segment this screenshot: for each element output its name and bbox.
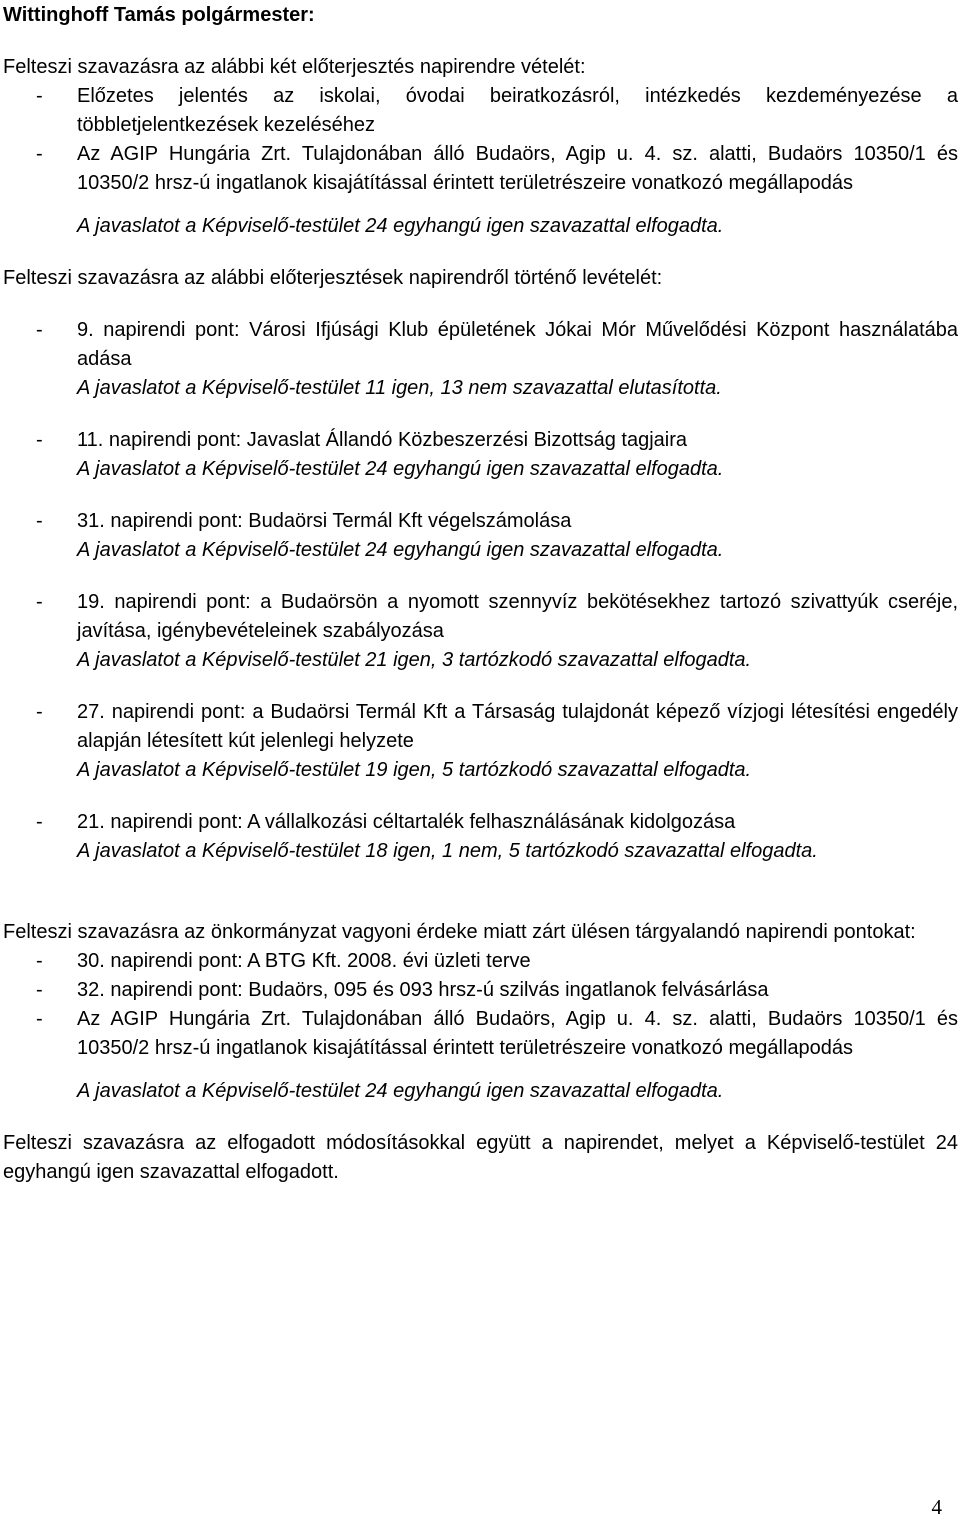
list-item-text: 9. napirendi pont: Városi Ifjúsági Klub épületének Jókai Mór Művelődési Központ használatába adása (77, 319, 958, 370)
closing-paragraph: Felteszi szavazásra az elfogadott módosításokkal együtt a napirendet, melyet a Képviselő-testület 24 egyhangú igen szavazattal elfogadott. (3, 1132, 958, 1183)
section1-intro: Felteszi szavazásra az alábbi két előterjesztés napirendre vételét: (3, 56, 586, 78)
vote-result: A javaslatot a Képviselő-testület 24 egyhangú igen szavazattal elfogadta. (77, 1080, 724, 1102)
list-item (3, 947, 958, 976)
list-item-body (77, 82, 958, 140)
list-item-body (77, 808, 958, 866)
list-item (3, 1005, 958, 1063)
list-item (3, 976, 958, 1005)
list-item (3, 140, 958, 198)
list-dash: - (36, 950, 43, 972)
list-item-body (77, 426, 958, 484)
spacer (3, 1106, 958, 1129)
vote-result: A javaslatot a Képviselő-testület 24 egyhangú igen szavazattal elfogadta. (77, 215, 724, 237)
list-item-text: 32. napirendi pont: Budaörs, 095 és 093 hrsz-ú szilvás ingatlanok felvásárlása (77, 979, 769, 1001)
spacer (3, 293, 958, 316)
section3-intro: Felteszi szavazásra az önkormányzat vagyoni érdeke miatt zárt ülésen tárgyalandó napirendi pontokat: (3, 921, 916, 943)
list-item-text: Előzetes jelentés az iskolai, óvodai beiratkozásról, intézkedés kezdeményezése a többletjelentkezések kezeléséhez (77, 85, 958, 136)
list-item (3, 588, 958, 675)
list-dash: - (36, 1008, 43, 1030)
list-item-body (77, 698, 958, 785)
spacer (3, 889, 958, 912)
list-dash: - (36, 811, 43, 833)
list-dash: - (36, 510, 43, 532)
vote-result: A javaslatot a Képviselő-testület 11 igen, 13 nem szavazattal elutasította. (77, 377, 722, 399)
list-item (3, 316, 958, 403)
section-closed-session (3, 918, 958, 1106)
list-item (3, 808, 958, 866)
list-item-body (77, 588, 958, 675)
list-item-text: 21. napirendi pont: A vállalkozási céltartalék felhasználásának kidolgozása (77, 811, 736, 833)
spacer (3, 30, 958, 53)
spacer (3, 198, 958, 212)
list-dash: - (36, 979, 43, 1001)
spacer (3, 565, 958, 588)
list-item-text: 11. napirendi pont: Javaslat Állandó Közbeszerzési Bizottság tagjaira (77, 429, 687, 451)
list-item-body (77, 507, 958, 565)
list-dash: - (36, 591, 43, 613)
page-number: 4 (931, 1495, 942, 1519)
vote-result: A javaslatot a Képviselő-testület 24 egyhangú igen szavazattal elfogadta. (77, 458, 724, 480)
list-item-text: 30. napirendi pont: A BTG Kft. 2008. évi üzleti terve (77, 950, 531, 972)
spacer (3, 241, 958, 264)
list-item (3, 698, 958, 785)
spacer (3, 785, 958, 808)
list-dash: - (36, 85, 43, 107)
list-dash: - (36, 701, 43, 723)
vote-result: A javaslatot a Képviselő-testület 19 igen, 5 tartózkodó szavazattal elfogadta. (77, 759, 752, 781)
vote-result: A javaslatot a Képviselő-testület 24 egyhangú igen szavazattal elfogadta. (77, 539, 724, 561)
spacer (3, 403, 958, 426)
section-agenda-addition (3, 53, 958, 241)
list-dash: - (36, 319, 43, 341)
list-item (3, 82, 958, 140)
spacer (3, 1063, 958, 1077)
section2-intro: Felteszi szavazásra az alábbi előterjesztések napirendről történő levételét: (3, 267, 663, 289)
spacer (3, 675, 958, 698)
section-agenda-removal (3, 264, 958, 866)
list-item-text: 31. napirendi pont: Budaörsi Termál Kft végelszámolása (77, 510, 572, 532)
list-item-text: 19. napirendi pont: a Budaörsön a nyomott szennyvíz bekötésekhez tartozó szivattyúk cseréje, javítása, igénybevételeinek szabályozása (77, 591, 958, 642)
list-item (3, 507, 958, 565)
list-item-text: Az AGIP Hungária Zrt. Tulajdonában álló Budaörs, Agip u. 4. sz. alatti, Budaörs 10350/1 és 10350/2 hrsz-ú ingatlanok kisajátítással érintett területrészeire vonatkozó megállapodás (77, 143, 958, 194)
list-dash: - (36, 429, 43, 451)
list-item-body (77, 140, 958, 198)
speaker-heading: Wittinghoff Tamás polgármester: (3, 4, 315, 26)
list-item-body (77, 947, 958, 976)
list-item-body (77, 1005, 958, 1063)
list-item-text: 27. napirendi pont: a Budaörsi Termál Kft a Társaság tulajdonát képező vízjogi létesítési engedély alapján létesített kút jelenlegi helyzete (77, 701, 958, 752)
list-item-body (77, 976, 958, 1005)
list-dash: - (36, 143, 43, 165)
spacer (3, 484, 958, 507)
vote-result: A javaslatot a Képviselő-testület 18 igen, 1 nem, 5 tartózkodó szavazattal elfogadta. (77, 840, 818, 862)
list-item-text: Az AGIP Hungária Zrt. Tulajdonában álló Budaörs, Agip u. 4. sz. alatti, Budaörs 10350/1 és 10350/2 hrsz-ú ingatlanok kisajátítással érintett területrészeire vonatkozó megállapodás (77, 1008, 958, 1059)
vote-result: A javaslatot a Képviselő-testület 21 igen, 3 tartózkodó szavazattal elfogadta. (77, 649, 752, 671)
spacer (3, 866, 958, 889)
list-item-body (77, 316, 958, 403)
list-item (3, 426, 958, 484)
